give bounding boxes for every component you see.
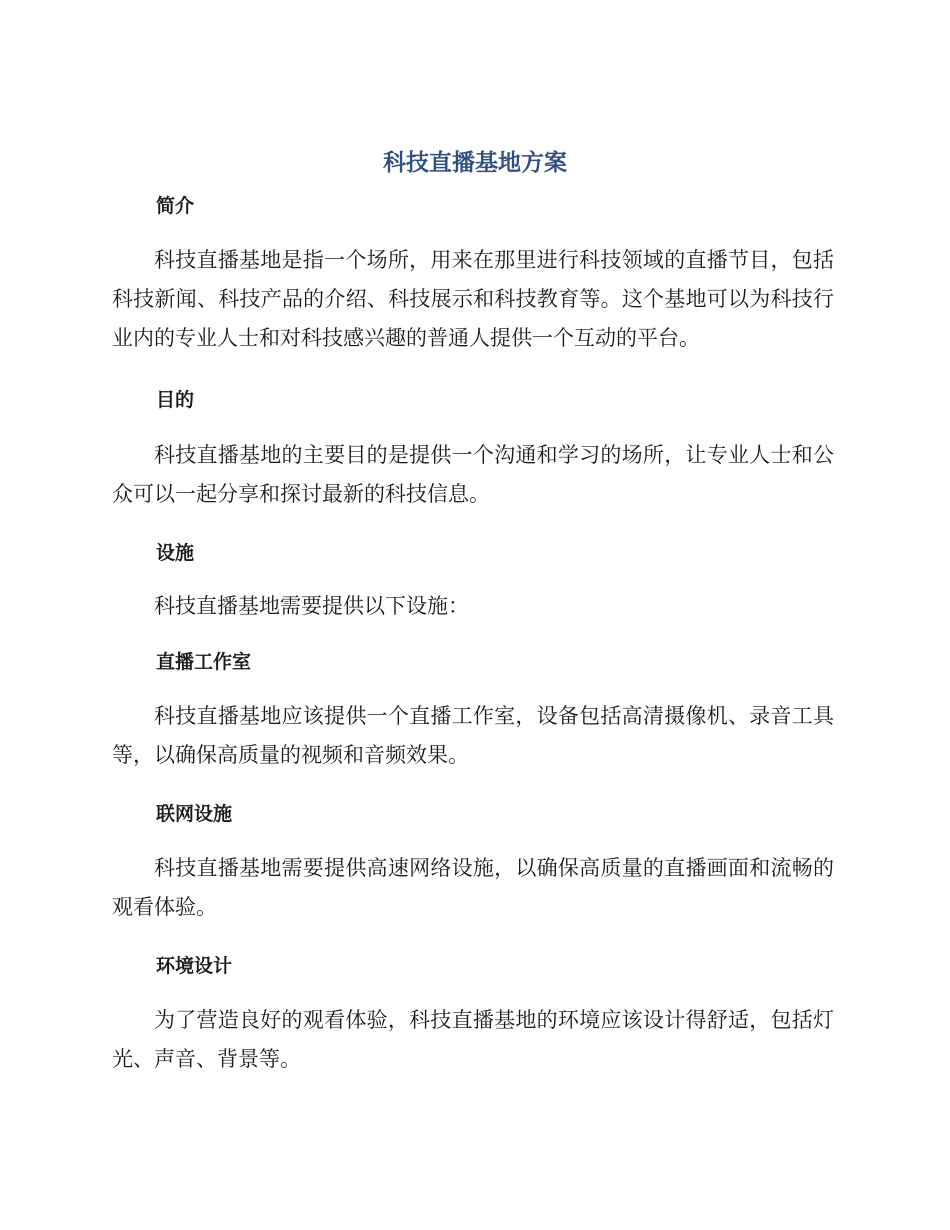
section-heading-network: 联网设施 bbox=[156, 803, 233, 825]
section-heading-purpose: 目的 bbox=[156, 389, 195, 411]
section-heading-environment: 环境设计 bbox=[156, 955, 233, 977]
section-heading-facilities: 设施 bbox=[156, 542, 195, 564]
section-body-intro: 科技直播基地是指一个场所，用来在那里进行科技领域的直播节目，包括科技新闻、科技产品的介绍、科技展示和科技教育等。这个基地可以为科技行业内的专业人士和对科技感兴趣的普通人提供一个互动的平台。 bbox=[112, 248, 834, 350]
section-body-environment: 为了营造良好的观看体验，科技直播基地的环境应该设计得舒适，包括灯光、声音、背景等。 bbox=[112, 1008, 834, 1071]
section-body-network: 科技直播基地需要提供高速网络设施，以确保高质量的直播画面和流畅的观看体验。 bbox=[112, 856, 834, 919]
section-body-studio: 科技直播基地应该提供一个直播工作室，设备包括高清摄像机、录音工具等，以确保高质量的视频和音频效果。 bbox=[112, 704, 834, 767]
section-heading-intro: 简介 bbox=[156, 195, 195, 217]
section-heading-studio: 直播工作室 bbox=[156, 651, 252, 673]
document-title: 科技直播基地方案 bbox=[383, 150, 567, 176]
section-body-purpose: 科技直播基地的主要目的是提供一个沟通和学习的场所，让专业人士和公众可以一起分享和探讨最新的科技信息。 bbox=[112, 443, 834, 506]
section-body-facilities: 科技直播基地需要提供以下设施： bbox=[154, 594, 469, 618]
